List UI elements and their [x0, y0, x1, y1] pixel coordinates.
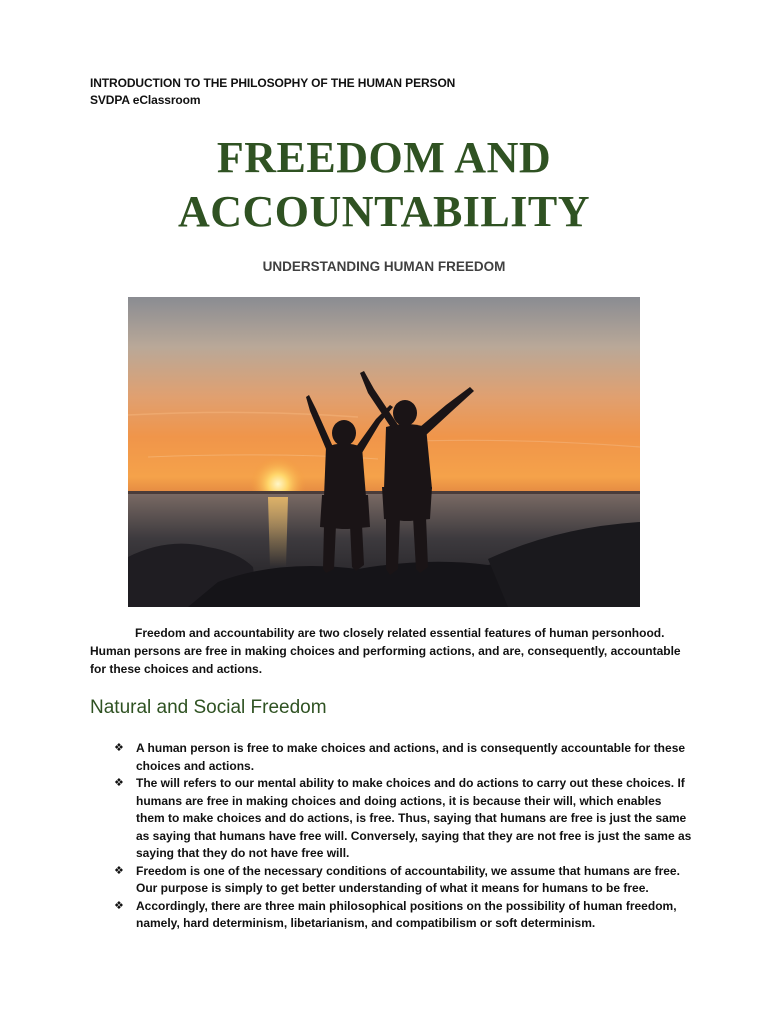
- bullet-line: The will refers to our mental ability to make choices and do actions to carry out these choices. If: [136, 776, 685, 790]
- intro-line: Freedom and accountability are two closely related essential features of human personhood.: [135, 626, 665, 640]
- bullet-line: Freedom is one of the necessary conditions of accountability, we assume that humans are free.: [136, 863, 680, 878]
- bullet-line: A human person is free to make choices and actions, and is consequently accountable for these: [136, 741, 686, 755]
- bullet-item: [90, 863, 690, 898]
- document-title-line-2: ACCOUNTABILITY: [177, 187, 591, 236]
- bullet-line: Our purpose is simply to get better understanding of what it means for humans to be free.: [136, 881, 649, 895]
- document-title-line-1: FREEDOM AND: [216, 133, 552, 182]
- diamond-bullet-icon: ❖: [114, 777, 124, 789]
- intro-line: Human persons are free in making choices and performing actions, and are, consequently, accountable: [90, 644, 681, 658]
- diamond-bullet-icon: ❖: [114, 742, 124, 754]
- bullet-line: Accordingly, there are three main philosophical positions on the possibility of human freedom,: [136, 898, 677, 913]
- sunset-silhouette-photo: [128, 297, 640, 607]
- bullet-line: humans are free in making choices and doing actions, it is because their will, which enables: [136, 793, 662, 808]
- intro-line: for these choices and actions.: [90, 662, 263, 676]
- bullet-item: [90, 775, 690, 863]
- diamond-bullet-icon: ❖: [114, 899, 124, 912]
- bullet-item: [90, 898, 690, 933]
- diamond-bullet-icon: ❖: [114, 864, 124, 877]
- bullet-line: as saying that humans have free will. Conversely, saying that they are not free is just the same as: [136, 828, 692, 843]
- bullet-line: saying that they do not have free will.: [136, 846, 350, 860]
- bullet-list: [90, 740, 690, 933]
- bullet-line: namely, hard determinism, libetarianism, and compatibilism or soft determinism.: [136, 916, 596, 930]
- intro-paragraph: [90, 624, 680, 678]
- bullet-line: them to make choices and do actions, is free. Thus, saying that humans are free is just the same: [136, 811, 687, 825]
- bullet-item: [90, 740, 690, 775]
- section-heading: Natural and Social Freedom: [90, 697, 327, 718]
- course-title: INTRODUCTION TO THE PHILOSOPHY OF THE HUMAN PERSON: [90, 76, 456, 90]
- document-subtitle: UNDERSTANDING HUMAN FREEDOM: [262, 259, 506, 274]
- bullet-line: choices and actions.: [136, 758, 255, 773]
- classroom-name: SVDPA eClassroom: [90, 93, 201, 107]
